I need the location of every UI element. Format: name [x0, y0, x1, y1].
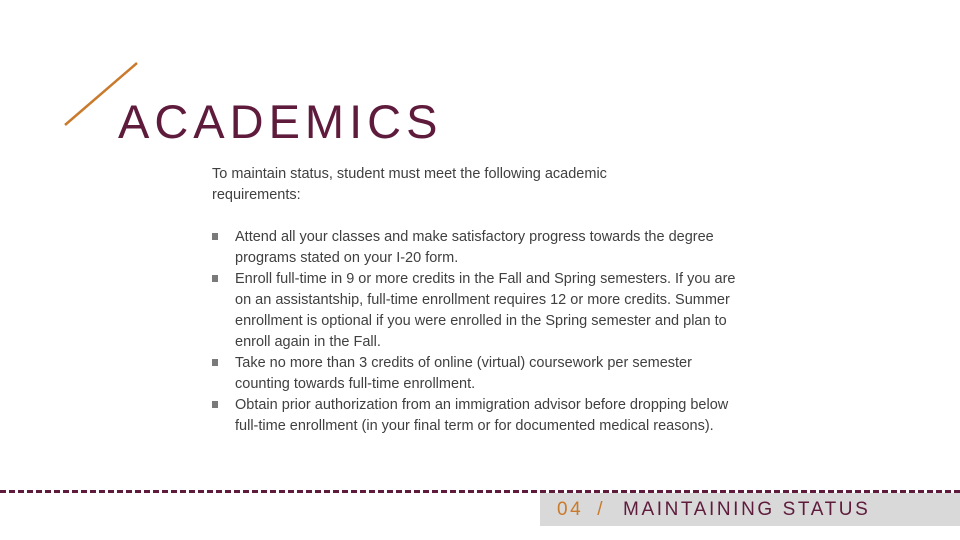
- list-item: [212, 353, 742, 395]
- intro-text: To maintain status, student must meet the following academic requirements:: [212, 166, 607, 203]
- footer-separator: /: [597, 499, 606, 520]
- list-item: [212, 227, 742, 269]
- list-item-text: Enroll full-time in 9 or more credits in the Fall and Spring semesters. If you are on an assistantship, full-time enrollment requires 12 or more credits. Summer enrollment is optional if you were enrolled in the Spring semester and plan to enroll again in the Fall.: [235, 271, 736, 350]
- section-number: 04: [557, 499, 584, 520]
- list-item-text: Attend all your classes and make satisfactory progress towards the degree programs stated on your I-20 form.: [235, 229, 714, 266]
- square-bullet-icon: [212, 233, 218, 240]
- slide-title: ACADEMICS: [118, 95, 443, 148]
- footer-label: [557, 497, 870, 523]
- list-item: [212, 395, 742, 437]
- list-item-text: Obtain prior authorization from an immigration advisor before dropping below full-time enrollment (in your final term or for documented medical reasons).: [235, 397, 729, 434]
- requirements-list: [212, 227, 742, 437]
- section-title: MAINTAINING STATUS: [623, 499, 871, 520]
- square-bullet-icon: [212, 275, 218, 282]
- square-bullet-icon: [212, 359, 218, 366]
- list-item: [212, 269, 742, 353]
- square-bullet-icon: [212, 401, 218, 408]
- list-item-text: Take no more than 3 credits of online (virtual) coursework per semester counting towards full-time enrollment.: [235, 355, 692, 392]
